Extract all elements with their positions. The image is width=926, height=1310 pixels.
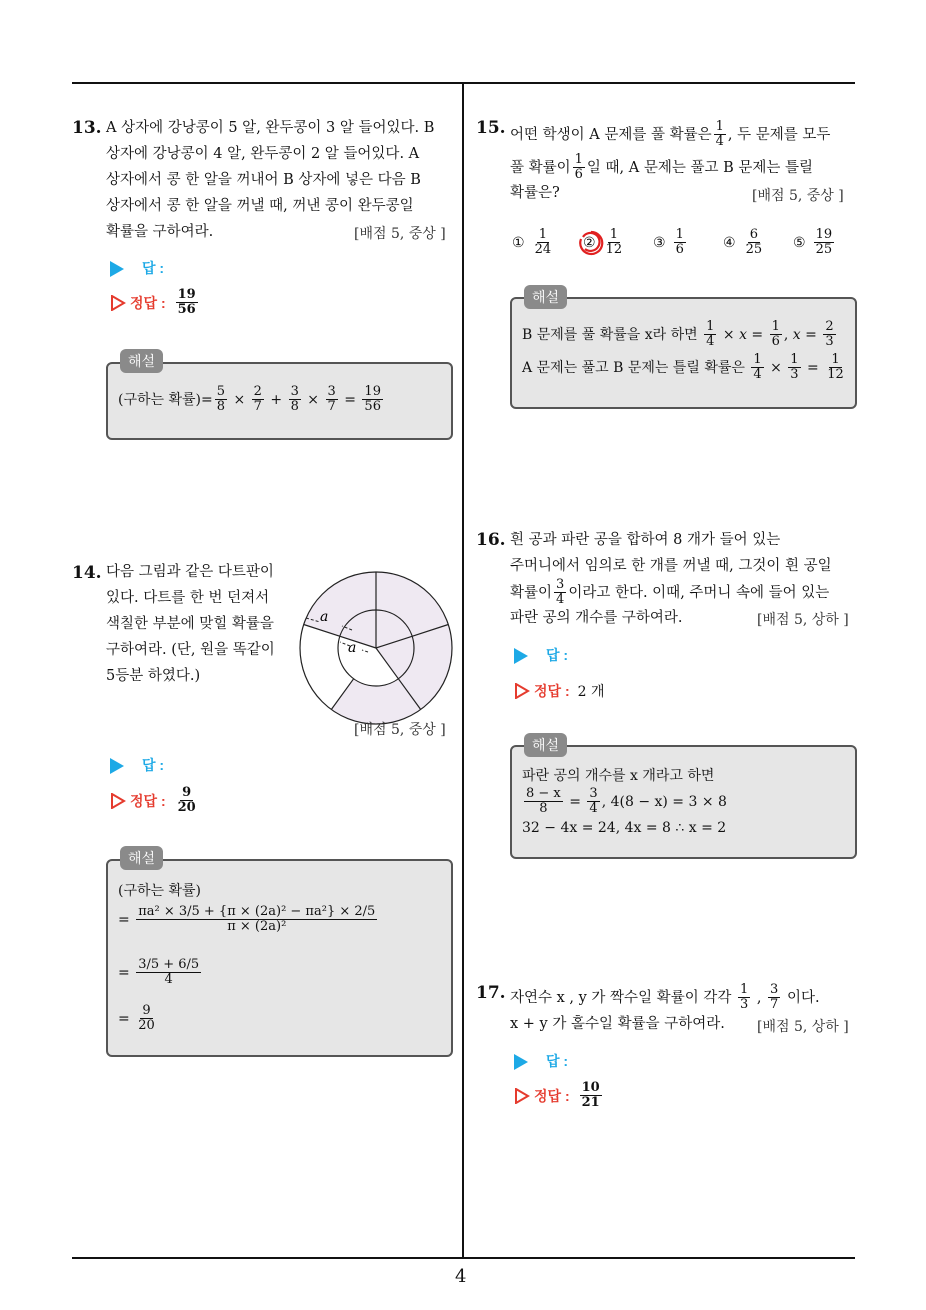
q16-meta: [배점 5, 상하 ] [757,612,849,628]
q14-solution-tag: 해설 [120,846,163,870]
q14-solution-step1: = $\frac{\text{πa² × 3/5 + \{π × (2a)² − πa²\} × 2/5}}{\text{π × (2a)²}}$ [118,904,376,934]
q15-line2: 풀 확률이 $\frac{1}{6}$ 일 때, A 문제는 풀고 B 문제는 틀릴 [510,152,814,182]
q15-number: 15. [476,118,506,138]
q13-solution-tag: 해설 [120,349,163,373]
correct-label: 정답 : [534,683,570,699]
answer-arrow-icon [514,1054,528,1070]
q14-number: 14. [72,563,102,583]
q15-choice-3[interactable]: ③ $\frac{1}{6}$ [653,227,684,257]
q14-line: 다음 그림과 같은 다트판이 [106,564,274,580]
correct-arrow-icon [514,683,530,699]
q14-text [106,559,296,689]
answer-label: 답 : [142,757,165,773]
q14-solution-line1: (구하는 확률) [118,883,201,899]
answer-label: 답 : [546,1053,569,1069]
correct-arrow-icon [110,295,126,311]
q17-line2: x + y 가 홀수일 확률을 구하여라. [510,1016,725,1032]
q17-number: 17. [476,983,506,1003]
label-a-inner: a [348,640,357,656]
q15-meta: [배점 5, 중상 ] [752,188,844,204]
q13-meta: [배점 5, 중상 ] [354,226,446,242]
correct-arrow-icon [110,793,126,809]
q16-number: 16. [476,530,506,550]
q16-correct-row [514,681,605,701]
q16-correct-value: 2 개 [577,684,605,700]
q16-line3: 확률이 $\frac{3}{4}$ 이라고 한다. 이때, 주머니 속에 들어 있는 [510,577,830,607]
answer-label: 답 : [546,647,569,663]
q15-choice-1[interactable]: ① $\frac{1}{24}$ [512,227,552,257]
q14-solution-step2: = $\frac{3/5 + 6/5}{4}$ [118,957,200,987]
q13-line: 확률을 구하여라. [106,224,214,240]
answer-arrow-icon [110,758,124,774]
bottom-rule [72,1257,855,1259]
q14-line: 5등분 하였다.) [106,668,201,684]
answer-arrow-icon [514,648,528,664]
label-a-outer: a [320,609,329,625]
q15-line3: 확률은? [510,185,560,201]
correct-arrow-icon [514,1088,530,1104]
q15-solution-line2: A 문제는 풀고 B 문제는 틀릴 확률은 $\frac{1}{4}$ × $\frac{1}{3}$ = $\frac{1}{12}$ [522,352,844,382]
q16-answer-row [514,645,568,665]
correct-label: 정답 : [130,294,166,311]
q14-correct-value: $\frac{9}{20}$ [177,785,196,815]
dartboard-figure [296,568,456,728]
correct-label: 정답 : [534,1087,570,1104]
q16-solution-tag: 해설 [524,733,567,757]
page-number: 4 [455,1266,467,1287]
q13-correct-value: $\frac{19}{56}$ [177,287,196,317]
center-divider [462,84,464,1258]
q15-solution-tag: 해설 [524,285,567,309]
q17-correct-row [514,1081,604,1110]
q16-line1: 흰 공과 파란 공을 합하여 8 개가 들어 있는 [510,532,781,548]
q13-answer-row [110,258,164,278]
answer-arrow-icon [110,261,124,277]
q17-meta: [배점 5, 상하 ] [757,1019,849,1035]
answer-label: 답 : [142,260,165,276]
selected-circle-icon [577,229,605,257]
q17-correct-value: $\frac{10}{21}$ [581,1080,600,1110]
q14-correct-row [110,786,200,815]
q15-choice-5[interactable]: ⑤ $\frac{19}{25}$ [793,227,833,257]
q13-correct-row [110,288,200,317]
correct-label: 정답 : [130,792,166,809]
q14-line: 있다. 다트를 한 번 던져서 [106,590,270,606]
q17-line1: 자연수 x , y 가 짝수일 확률이 각각 $\frac{1}{3}$ , $\frac{3}{7}$ 이다. [510,982,820,1012]
q14-line: 색칠한 부분에 맞힐 확률을 [106,616,274,632]
q16-solution-line3: 32 − 4x = 24, 4x = 8 ∴ x = 2 [522,820,727,836]
q15-solution-line1: B 문제를 풀 확률을 x라 하면 $\frac{1}{4}$ × x = $\frac{1}{6}$ , x = $\frac{2}{3}$ [522,319,834,349]
q15-line1: 어떤 학생이 A 문제를 풀 확률은 $\frac{1}{4}$ , 두 문제를 모두 [510,119,831,149]
q16-line4: 파란 공의 개수를 구하여라. [510,610,683,626]
q17-answer-row [514,1051,568,1071]
q14-answer-row [110,755,164,775]
q14-meta: [배점 5, 중상 ] [354,722,446,738]
q16-solution-line2: $\frac{8 - x}{8}$ = $\frac{3}{4}$ , 4(8 − x) = 3 × 8 [526,786,727,816]
q14-solution-step3: = $\frac{9}{20}$ [118,1003,155,1033]
q13-number: 13. [72,118,102,138]
q13-line: 상자에 강낭콩이 4 알, 완두콩이 2 알 들어있다. A [106,146,420,162]
q15-choice-4[interactable]: ④ $\frac{6}{25}$ [723,227,763,257]
q16-line2: 주머니에서 임의로 한 개를 꺼낼 때, 그것이 흰 공일 [510,558,832,574]
q13-line: A 상자에 강낭콩이 5 알, 완두콩이 3 알 들어있다. B [106,120,435,136]
q13-line: 상자에서 콩 한 알을 꺼낼 때, 꺼낸 콩이 완두콩일 [106,198,414,214]
q13-solution: (구하는 확률)= $\frac{5}{8}$ × $\frac{2}{7}$ + $\frac{3}{8}$ × $\frac{3}{7}$ = $\frac{19}{56}$ [118,384,381,414]
q14-line: 구하여라. (단, 원을 똑같이 [106,642,275,658]
q13-line: 상자에서 콩 한 알을 꺼내어 B 상자에 넣은 다음 B [106,172,421,188]
q15-choice-2[interactable]: ② $\frac{1}{12}$ [583,228,626,257]
q16-solution-line1: 파란 공의 개수를 x 개라고 하면 [522,768,715,784]
